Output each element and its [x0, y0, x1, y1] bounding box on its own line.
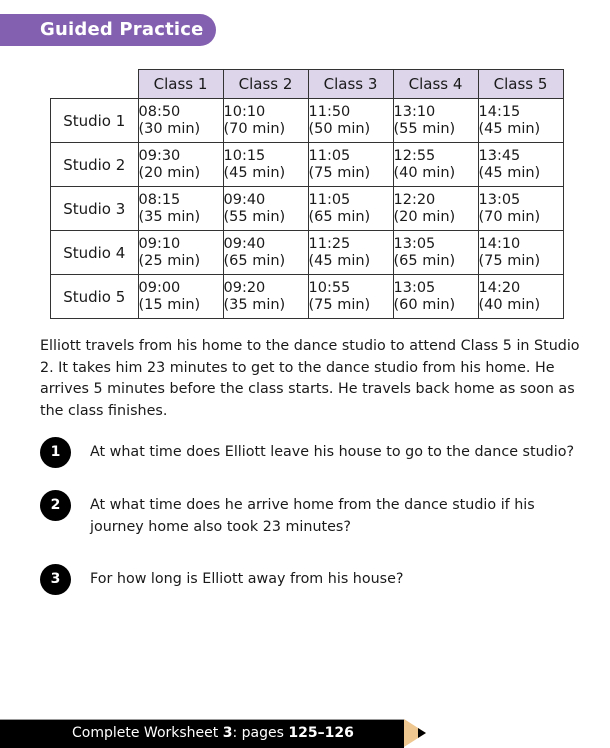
column-header: Class 4 [393, 70, 478, 99]
question-text: At what time does Elliott leave his house to go to the dance studio? [90, 444, 575, 460]
table-corner-cell [51, 70, 139, 99]
table-cell [308, 143, 393, 187]
class-start-time: 13:05 [478, 191, 521, 208]
class-start-time: 09:30 [138, 147, 181, 164]
column-header: Class 1 [138, 70, 223, 99]
table-cell [138, 275, 223, 319]
class-duration: (40 min) [393, 164, 456, 181]
row-header-studio: Studio 1 [51, 99, 139, 143]
class-start-time: 11:50 [308, 103, 351, 120]
class-duration: (25 min) [138, 252, 201, 269]
class-start-time: 10:55 [308, 279, 351, 296]
class-duration: (45 min) [478, 120, 541, 137]
question-text: At what time does he arrive home from the dance studio if his journey home also took 23 minutes? [90, 497, 535, 535]
class-duration: (55 min) [223, 208, 286, 225]
table-cell [478, 143, 563, 187]
column-header: Class 3 [308, 70, 393, 99]
table-cell [308, 187, 393, 231]
class-start-time: 12:55 [393, 147, 436, 164]
table-cell [308, 231, 393, 275]
table-cell [393, 187, 478, 231]
class-start-time: 13:05 [393, 279, 436, 296]
class-duration: (50 min) [308, 120, 371, 137]
table-cell [223, 99, 308, 143]
table-row [51, 99, 564, 143]
class-start-time: 13:45 [478, 147, 521, 164]
question-number-badge: 1 [40, 437, 71, 468]
table-cell [138, 231, 223, 275]
row-header-studio: Studio 3 [51, 187, 139, 231]
question-text: For how long is Elliott away from his house? [90, 571, 404, 587]
class-duration: (15 min) [138, 296, 201, 313]
class-start-time: 09:40 [223, 235, 266, 252]
class-duration: (65 min) [393, 252, 456, 269]
class-duration: (20 min) [393, 208, 456, 225]
class-duration: (45 min) [223, 164, 286, 181]
table-cell [393, 231, 478, 275]
worksheet-footer-bar [0, 719, 404, 748]
class-start-time: 14:20 [478, 279, 521, 296]
class-duration: (70 min) [223, 120, 286, 137]
footer-worksheet-number: 3 [222, 725, 233, 741]
class-duration: (65 min) [308, 208, 371, 225]
footer-pages: 125–126 [288, 725, 354, 741]
table-header-row [51, 70, 564, 99]
table-row [51, 143, 564, 187]
worksheet-footer-text [72, 725, 354, 741]
footer-middle: : pages [232, 725, 289, 741]
class-start-time: 08:50 [138, 103, 181, 120]
table-cell [138, 187, 223, 231]
table-cell [478, 187, 563, 231]
table-cell [223, 187, 308, 231]
class-start-time: 11:05 [308, 191, 351, 208]
table-cell [308, 99, 393, 143]
class-duration: (40 min) [478, 296, 541, 313]
table-cell [478, 275, 563, 319]
class-duration: (75 min) [308, 296, 371, 313]
table-cell [223, 231, 308, 275]
class-duration: (35 min) [138, 208, 201, 225]
class-duration: (70 min) [478, 208, 541, 225]
class-duration: (20 min) [138, 164, 201, 181]
question-number-badge: 3 [40, 564, 71, 595]
table-row [51, 231, 564, 275]
class-duration: (55 min) [393, 120, 456, 137]
class-duration: (30 min) [138, 120, 201, 137]
row-header-studio: Studio 4 [51, 231, 139, 275]
class-start-time: 13:10 [393, 103, 436, 120]
table-row [51, 275, 564, 319]
class-start-time: 11:05 [308, 147, 351, 164]
section-banner [0, 14, 216, 46]
class-start-time: 12:20 [393, 191, 436, 208]
table-cell [393, 143, 478, 187]
row-header-studio: Studio 2 [51, 143, 139, 187]
class-start-time: 14:10 [478, 235, 521, 252]
class-start-time: 14:15 [478, 103, 521, 120]
class-start-time: 09:00 [138, 279, 181, 296]
table-row [51, 187, 564, 231]
class-duration: (60 min) [393, 296, 456, 313]
row-header-studio: Studio 5 [51, 275, 139, 319]
question-number-badge: 2 [40, 490, 71, 521]
studio-timetable [50, 69, 564, 319]
class-duration: (75 min) [478, 252, 541, 269]
table-cell [393, 99, 478, 143]
pencil-lead-icon [418, 728, 426, 738]
class-start-time: 13:05 [393, 235, 436, 252]
class-duration: (45 min) [478, 164, 541, 181]
class-start-time: 09:20 [223, 279, 266, 296]
class-start-time: 08:15 [138, 191, 181, 208]
table-cell [478, 99, 563, 143]
table-cell [478, 231, 563, 275]
table-cell [223, 143, 308, 187]
class-duration: (65 min) [223, 252, 286, 269]
section-title: Guided Practice [40, 19, 204, 40]
footer-prefix: Complete Worksheet [72, 725, 223, 741]
column-header: Class 2 [223, 70, 308, 99]
class-start-time: 11:25 [308, 235, 351, 252]
word-problem-passage: Elliott travels from his home to the dance studio to attend Class 5 in Studio 2. It takes him 23 minutes to get to the dance studio from his home. He arrives 5 minutes before the class starts. He travels back home as soon as the class finishes. [40, 338, 580, 419]
table-cell [138, 143, 223, 187]
table-cell [393, 275, 478, 319]
column-header: Class 5 [478, 70, 563, 99]
class-start-time: 10:10 [223, 103, 266, 120]
class-duration: (45 min) [308, 252, 371, 269]
class-start-time: 09:10 [138, 235, 181, 252]
class-start-time: 10:15 [223, 147, 266, 164]
table-cell [138, 99, 223, 143]
table-cell [308, 275, 393, 319]
class-duration: (35 min) [223, 296, 286, 313]
class-start-time: 09:40 [223, 191, 266, 208]
class-duration: (75 min) [308, 164, 371, 181]
table-cell [223, 275, 308, 319]
